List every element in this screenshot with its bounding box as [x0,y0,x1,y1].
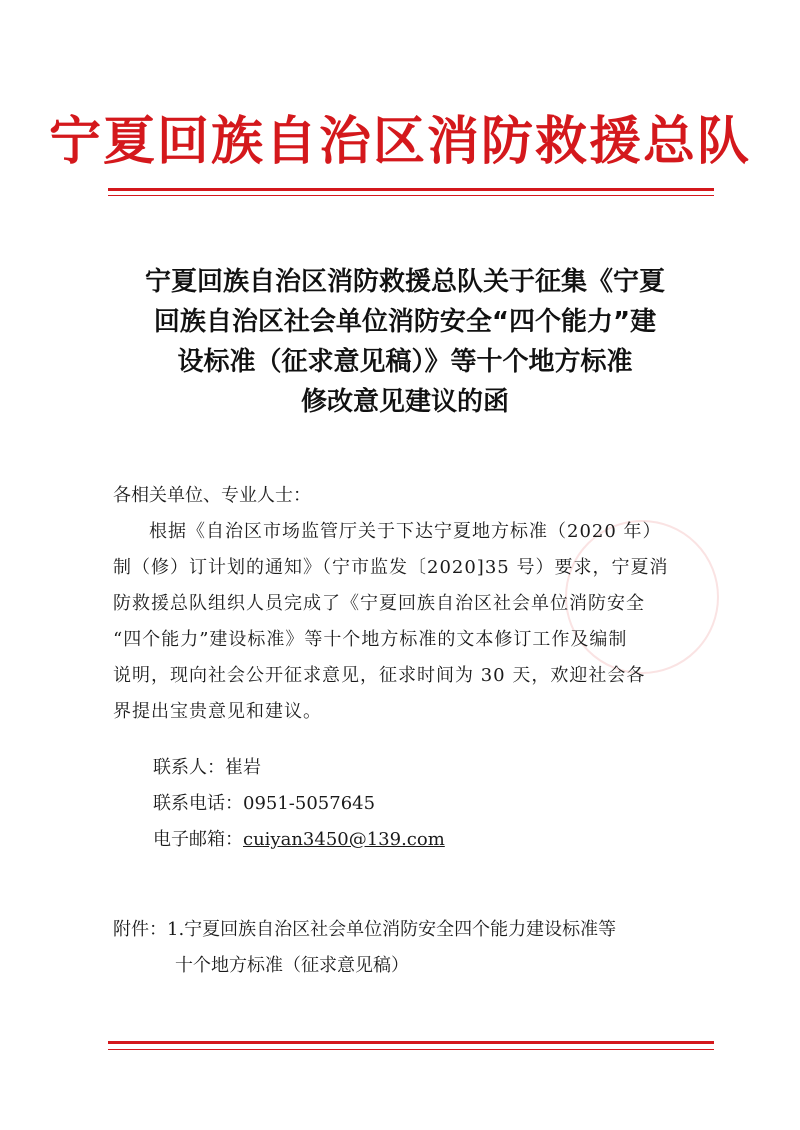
contact-phone-row [113,786,713,822]
attachment-block [113,912,713,984]
title-line: 修改意见建议的函 [300,387,509,417]
paragraph-line: “四个能力”建设标准》等十个地方标准的文本修订工作及编制 [113,629,628,650]
letterhead-org-name: 宁夏回族自治区消防救援总队 [48,112,751,172]
contact-block [113,750,713,858]
contact-person-label: 联系人： [153,757,225,778]
contact-phone-label: 联系电话： [153,793,243,814]
attachment-row [113,912,713,948]
footer-red-rule-thin [108,1049,714,1050]
body-paragraph [113,514,713,730]
contact-email-link[interactable]: cuiyan3450@139.com [243,829,445,850]
contact-person-name: 崔岩 [225,757,261,778]
paragraph-line: 说明，现向社会公开征求意见，征求时间为 30 天，欢迎社会各 [113,665,646,686]
document-title [100,262,710,422]
title-line: 设标准（征求意见稿）》等十个地方标准 [177,347,633,377]
title-line: 回族自治区社会单位消防安全“四个能力”建 [153,307,657,337]
paragraph-line: 防救援总队组织人员完成了《宁夏回族自治区社会单位消防安全 [113,593,645,614]
letterhead-red-rule [108,188,714,191]
footer-red-rule [108,1041,714,1044]
paragraph-line: 制（修）订计划的通知》（宁市监发〔2020]35 号）要求，宁夏消 [113,557,669,578]
contact-email-label: 电子邮箱： [153,829,243,850]
letterhead-red-rule-thin [108,195,714,196]
attachment-item-1-continued: 十个地方标准（征求意见稿） [175,955,409,976]
salutation: 各相关单位、专业人士： [113,485,311,506]
paragraph-line: 根据《自治区市场监管厅关于下达宁夏地方标准（2020 年） [149,521,662,542]
contact-email-row [113,822,713,858]
title-line: 宁夏回族自治区消防救援总队关于征集《宁夏 [144,267,665,297]
contact-person-row [113,750,713,786]
attachment-label: 附件： [113,919,167,940]
attachment-item-1: 1.宁夏回族自治区社会单位消防安全四个能力建设标准等 [167,919,617,940]
contact-phone-number: 0951-5057645 [243,793,376,814]
paragraph-line: 界提出宝贵意见和建议。 [113,701,322,722]
